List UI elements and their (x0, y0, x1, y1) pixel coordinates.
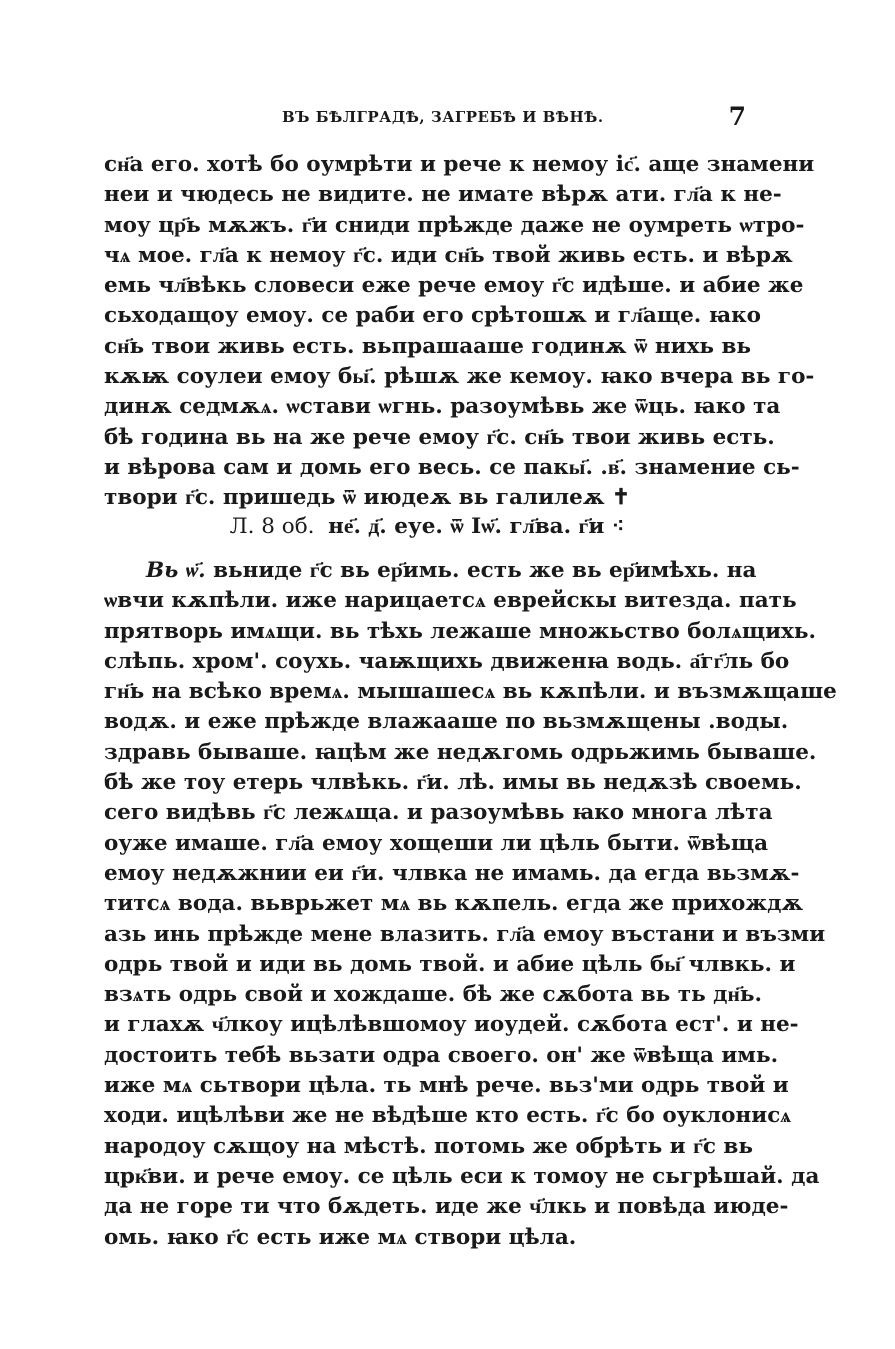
text-line: да не горе ти что бѫдеть. иде же ч҃лкь и повѣда июде- (104, 1194, 789, 1220)
text-line: бѣ же тоу етерь члвѣкь. г҃и. лѣ. имы вь недѫзѣ своемь. (104, 770, 802, 796)
text-line: иже мѧ сьтвори цѣла. ть мнѣ рече. вьз'ми одрь твой и (104, 1073, 789, 1099)
first-line-text: вьниде г҃с вь ер҃имь. есть же вь ер҃имѣхь. на (213, 558, 757, 583)
text-line: сн҃ь твои живь есть. вьпрашааше годинѫ ѿ нихь вь (104, 333, 752, 359)
text-line: слѣпь. хром'. соухь. чаѭщихь движенꙗ водь. а҃гг҃ль бо (104, 648, 790, 674)
text-line: сн҃а его. хотѣ бо оумрѣти и рече к немоу іс҃. аще знамени (104, 152, 815, 177)
text-line: и глахѫ ч҃лкоу ицѣлѣвшомоу иоудей. сѫбота ест'. и не- (104, 1012, 799, 1038)
paragraph-2 (104, 556, 837, 1253)
text-line: оуже имаше. гл҃а емоу хощеши ли цѣль быти. ѿвѣща (104, 830, 769, 856)
text-line: емоу недѫжнии еи г҃и. члвка не имамь. да егда вьзмѫ- (104, 860, 800, 886)
page-header (104, 104, 750, 134)
text-line: здравь бываше. ꙗцѣм же недѫгомь одрьжимь бываше. (104, 739, 817, 765)
text-line: и вѣрова сам и домь его весь. се пакы҃. .в҃. знамение сь- (104, 454, 800, 480)
text-line: бѣ година вь на же рече емоу г҃с. сн҃ь твои живь есть. (104, 424, 775, 450)
paragraph-lead: Вь ѡ҃. (146, 558, 206, 583)
text-line: кѫѭ соулеи емоу бы҃. рѣшѫ же кемоу. ꙗко вчера вь го- (104, 364, 815, 390)
text-line: твори г҃с. пришедь ѿ июдеѫ вь галилеѫ ✝ (104, 485, 631, 511)
manuscript-reference: Л. 8 об. (229, 514, 315, 539)
text-line: одрь твой и иди вь домь твой. и абие цѣль бы҃ члвкь. и (104, 951, 796, 977)
paragraph-1 (104, 150, 815, 514)
text-line: чѧ мое. гл҃а к немоу г҃с. иди сн҃ь твой живь есть. и вѣрѫ (104, 242, 793, 268)
text-line: титсѧ вода. вьврьжет мѧ вь кѫпель. егда же прихождѫ (104, 891, 804, 917)
text-line: достоить тебѣ вьзати одра своего. он' же ѿвѣща имь. (104, 1042, 779, 1068)
text-line: взѧть одрь свой и хождаше. бѣ же сѫбота вь ть дн҃ь. (104, 982, 762, 1008)
text-line: народоу сѫщоу на мѣстѣ. потомь же обрѣть и г҃с вь (104, 1133, 753, 1159)
text-line: гн҃ь на всѣко времѧ. мышашесѧ вь кѫпѣли. и възмѫщаше (104, 679, 837, 705)
text-line: моу цр҃ь мѫжъ. г҃и сниди прѣжде даже не оумреть ѡтро- (104, 212, 805, 238)
text-line: ходи. ицѣлѣви же не вѣдѣше кто есть. г҃с бо оуклонисѧ (104, 1103, 792, 1129)
text-line: омь. ꙗко г҃с есть иже мѧ створи цѣла. (104, 1224, 577, 1250)
running-head: ВЪ БѢЛГРАДѢ, ЗАГРЕБѢ И ВѢНѢ. (282, 108, 604, 126)
text-line: емь чл҃вѣкь словеси еже рече емоу г҃с идѣше. и абие же (104, 273, 804, 299)
gospel-citation: не҃. д҃. еуе. ѿ Іѡ҃. гл҃ва. г҃и ⁖ (328, 514, 625, 539)
text-line: прятворь имѧщи. вь тѣхь лежаше множьство болѧщихь. (104, 618, 816, 644)
text-line: црк҃ви. и рече емоу. се цѣль еси к томоу не сьгрѣшай. да (104, 1163, 820, 1189)
text-line (104, 556, 757, 586)
text-line: ѡвчи кѫпѣли. иже нарицаетсѧ еврейскы витезда. пать (104, 588, 797, 614)
text-line: динѫ седмѫѧ. ѡстави ѡгнь. разоумѣвь же ѿць. ꙗко та (104, 394, 781, 420)
section-heading (104, 510, 750, 544)
text-line: водѫ. и еже прѣжде влажааше по вьзмѫщены .воды. (104, 709, 789, 735)
text-line: неи и чюдесь не видите. не имате вѣрѫ ати. гл҃а к не- (104, 182, 782, 208)
text-line: сьходащоу емоу. се раби его срѣтошѫ и гл҃аще. ꙗко (104, 303, 761, 329)
text-line: сего видѣвь г҃с лежѧща. и разоумѣвь ꙗко многа лѣта (104, 800, 773, 826)
page-number: 7 (728, 102, 746, 131)
text-line: азь инь прѣжде мене влазить. гл҃а емоу въстани и възми (104, 921, 826, 947)
